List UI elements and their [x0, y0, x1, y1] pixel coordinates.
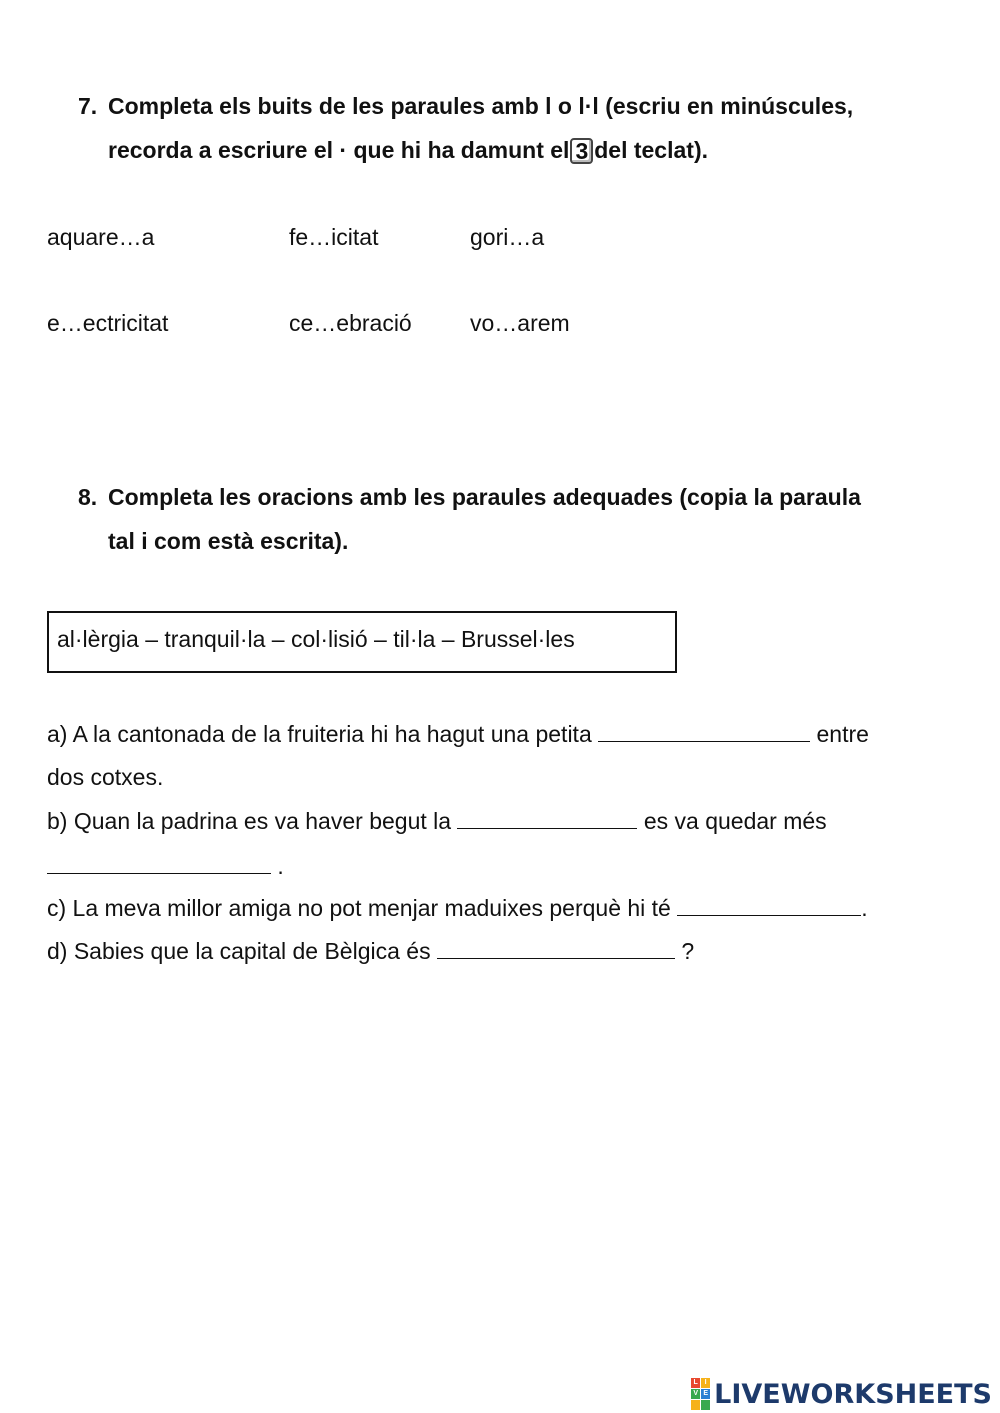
liveworksheets-logo [691, 1379, 992, 1409]
sentence-d-question-mark: ? [681, 938, 695, 964]
word-bank-box [47, 611, 677, 673]
blank-c[interactable] [677, 895, 861, 916]
logo-block-1 [691, 1400, 700, 1410]
word-volarem[interactable]: vo…arem [470, 310, 570, 336]
word-bank-text: al·lèrgia – tranquil·la – col·lisió – til·la – Brussel·les [57, 626, 575, 652]
sentence-b-text: b) Quan la padrina es va haver begut la [47, 808, 452, 834]
logo-letter-l: L [691, 1378, 700, 1388]
logo-letter-e: E [701, 1389, 710, 1399]
word-goril-la[interactable]: gori…a [470, 224, 545, 250]
logo-letter-i: I [701, 1378, 710, 1388]
sentence-c-text: c) La meva millor amiga no pot menjar maduixes perquè hi té [47, 895, 671, 921]
q7-line2-after: del teclat). [594, 137, 708, 163]
blank-b1[interactable] [457, 808, 637, 829]
sentence-d [47, 937, 694, 965]
blank-d[interactable] [437, 938, 675, 959]
sentence-c [47, 894, 868, 922]
sentence-b-period: . [277, 853, 284, 879]
q8-number: 8. [78, 484, 98, 510]
sentence-a-line2: dos cotxes. [47, 764, 164, 790]
q8-instruction-line2: tal i com està escrita). [108, 528, 349, 554]
sentence-a-text: a) A la cantonada de la fruiteria hi ha hagut una petita [47, 721, 592, 747]
word-electricitat[interactable]: e…ectricitat [47, 310, 169, 336]
logo-text: LIVEWORKSHEETS [714, 1378, 992, 1410]
logo-letter-v: V [691, 1389, 700, 1399]
sentence-b [47, 807, 827, 835]
logo-block-2 [701, 1400, 710, 1410]
q7-line2-before: recorda a escriure el · que hi ha damunt el [108, 137, 570, 163]
sentence-b-text-end: es va quedar més [643, 808, 827, 834]
sentence-d-text: d) Sabies que la capital de Bèlgica és [47, 938, 431, 964]
blank-a[interactable] [598, 721, 810, 742]
word-felicitat[interactable]: fe…icitat [289, 224, 379, 250]
q7-instruction-line2 [108, 136, 708, 164]
word-aquarela[interactable]: aquare…a [47, 224, 155, 250]
word-celebracio[interactable]: ce…ebració [289, 310, 412, 336]
q7-instruction-line1: Completa els buits de les paraules amb l o l·l (escriu en minúscules, [108, 93, 854, 119]
key-3-icon: 3 [570, 138, 593, 164]
sentence-c-period: . [861, 895, 868, 921]
blank-b2[interactable] [47, 853, 271, 874]
q8-instruction-line1: Completa les oracions amb les paraules adequades (copia la paraula [108, 484, 861, 510]
logo-grid-icon [691, 1378, 710, 1410]
q7-number: 7. [78, 93, 98, 119]
sentence-b-line2 [47, 852, 284, 880]
sentence-a-text-end: entre [816, 721, 869, 747]
sentence-a [47, 720, 869, 748]
